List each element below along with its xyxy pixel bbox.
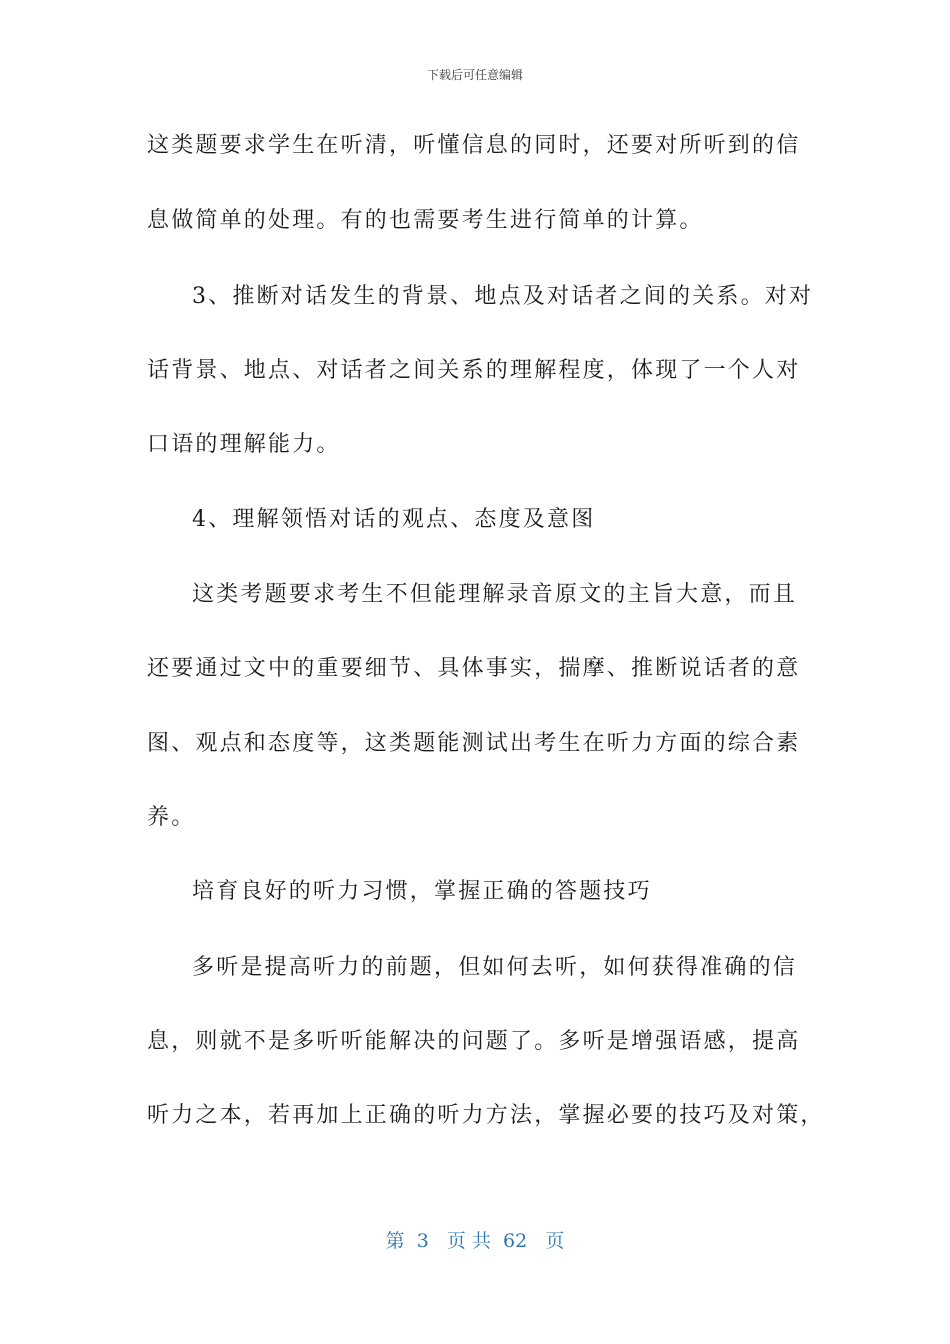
- body-line: 图、观点和态度等，这类题能测试出考生在听力方面的综合素: [147, 731, 801, 756]
- body-line: 培育良好的听力习惯，掌握正确的答题技巧: [192, 879, 652, 904]
- body-line: 这类考题要求考生不但能理解录音原文的主旨大意，而且: [192, 582, 798, 607]
- body-line: 4、理解领悟对话的观点、态度及意图: [192, 507, 596, 532]
- page-header: 下载后可任意编辑: [426, 68, 523, 82]
- body-line: 息，则就不是多听听能解决的问题了。多听是增强语感，提高: [147, 1029, 801, 1054]
- body-line: 口语的理解能力。: [147, 432, 341, 457]
- page-number-footer: 第 3 页 共 62 页: [385, 1230, 565, 1252]
- body-line: 还要通过文中的重要细节、具体事实，揣摩、推断说话者的意: [147, 656, 801, 681]
- body-line: 3、推断对话发生的背景、地点及对话者之间的关系。对对: [192, 284, 814, 309]
- body-line: 这类题要求学生在听清，听懂信息的同时，还要对所听到的信: [147, 133, 801, 158]
- body-line: 话背景、地点、对话者之间关系的理解程度，体现了一个人对: [147, 358, 801, 383]
- body-line: 听力之本，若再加上正确的听力方法，掌握必要的技巧及对策，: [147, 1103, 825, 1128]
- body-line: 多听是提高听力的前题，但如何去听，如何获得准确的信: [192, 955, 798, 980]
- body-line: 养。: [147, 805, 196, 830]
- body-line: 息做简单的处理。有的也需要考生进行简单的计算。: [147, 208, 704, 233]
